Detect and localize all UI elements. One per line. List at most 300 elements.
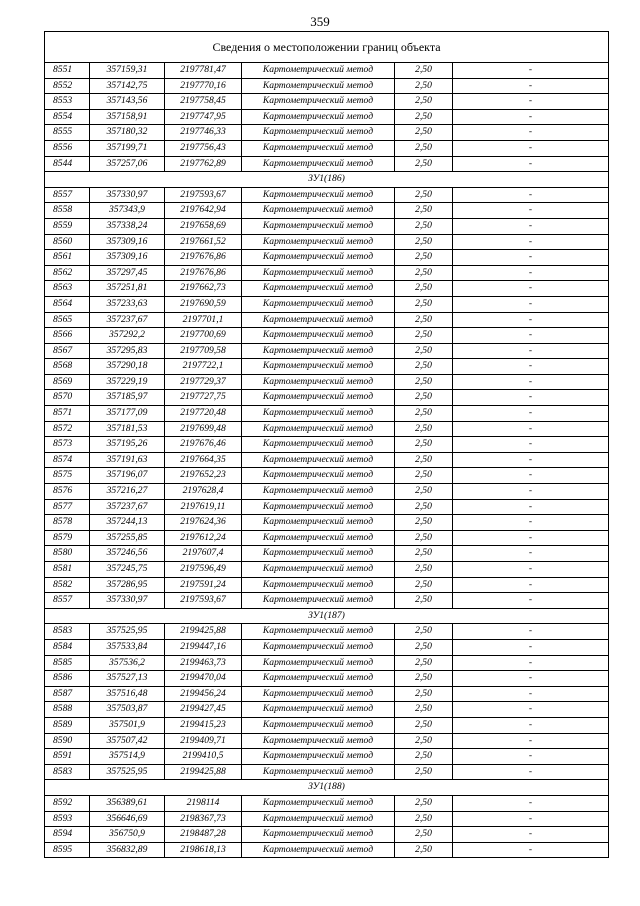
point-number-cell: 8567 [45,343,90,359]
coord-y-cell: 2199463,73 [165,655,242,671]
note-cell: - [453,406,609,422]
coord-x-cell: 357229,19 [90,374,165,390]
coord-y-cell: 2199409,71 [165,733,242,749]
table-row [45,827,609,843]
point-number-cell: 8558 [45,203,90,219]
table-row [45,359,609,375]
accuracy-cell: 2,50 [395,764,453,780]
table-row [45,265,609,281]
note-cell: - [453,452,609,468]
coord-x-cell: 357257,06 [90,156,165,172]
note-cell: - [453,390,609,406]
point-number-cell: 8579 [45,530,90,546]
table-row [45,203,609,219]
point-number-cell: 8555 [45,125,90,141]
coord-x-cell: 357525,95 [90,624,165,640]
note-cell: - [453,312,609,328]
coord-x-cell: 357516,48 [90,686,165,702]
coord-x-cell: 357297,45 [90,265,165,281]
coord-x-cell: 357343,9 [90,203,165,219]
table-row [45,717,609,733]
note-cell: - [453,593,609,609]
accuracy-cell: 2,50 [395,406,453,422]
note-cell: - [453,140,609,156]
note-cell: - [453,374,609,390]
coord-x-cell: 357142,75 [90,78,165,94]
note-cell: - [453,250,609,266]
table-row [45,562,609,578]
accuracy-cell: 2,50 [395,624,453,640]
coord-x-cell: 357199,71 [90,140,165,156]
coord-x-cell: 357295,83 [90,343,165,359]
table-body [45,32,609,858]
method-cell: Картометрический метод [242,484,395,500]
coord-y-cell: 2197758,45 [165,94,242,110]
method-cell: Картометрический метод [242,374,395,390]
coord-x-cell: 357309,16 [90,234,165,250]
accuracy-cell: 2,50 [395,234,453,250]
method-cell: Картометрический метод [242,250,395,266]
accuracy-cell: 2,50 [395,562,453,578]
table-row [45,811,609,827]
point-number-cell: 8575 [45,468,90,484]
note-cell: - [453,546,609,562]
section-heading-row [45,780,609,796]
accuracy-cell: 2,50 [395,359,453,375]
coord-x-cell: 357286,95 [90,577,165,593]
coord-y-cell: 2198367,73 [165,811,242,827]
method-cell: Картометрический метод [242,686,395,702]
note-cell: - [453,234,609,250]
point-number-cell: 8578 [45,515,90,531]
coord-x-cell: 357533,84 [90,639,165,655]
note-cell: - [453,203,609,219]
note-cell: - [453,499,609,515]
accuracy-cell: 2,50 [395,63,453,79]
accuracy-cell: 2,50 [395,593,453,609]
table-row [45,390,609,406]
method-cell: Картометрический метод [242,234,395,250]
accuracy-cell: 2,50 [395,827,453,843]
method-cell: Картометрический метод [242,203,395,219]
note-cell: - [453,811,609,827]
method-cell: Картометрический метод [242,749,395,765]
accuracy-cell: 2,50 [395,842,453,858]
point-number-cell: 8557 [45,187,90,203]
method-cell: Картометрический метод [242,593,395,609]
point-number-cell: 8595 [45,842,90,858]
accuracy-cell: 2,50 [395,452,453,468]
coord-y-cell: 2197720,48 [165,406,242,422]
coord-y-cell: 2197596,49 [165,562,242,578]
coord-y-cell: 2198487,28 [165,827,242,843]
section-heading: ЗУ1(186) [45,172,609,188]
point-number-cell: 8562 [45,265,90,281]
method-cell: Картометрический метод [242,452,395,468]
coord-x-cell: 357525,95 [90,764,165,780]
coord-x-cell: 357246,56 [90,546,165,562]
accuracy-cell: 2,50 [395,499,453,515]
table-row [45,343,609,359]
section-heading-row [45,172,609,188]
method-cell: Картометрический метод [242,499,395,515]
accuracy-cell: 2,50 [395,218,453,234]
table-row [45,437,609,453]
coord-y-cell: 2197701,1 [165,312,242,328]
note-cell: - [453,296,609,312]
method-cell: Картометрический метод [242,312,395,328]
coord-x-cell: 357216,27 [90,484,165,500]
point-number-cell: 8592 [45,795,90,811]
method-cell: Картометрический метод [242,63,395,79]
coord-y-cell: 2197709,58 [165,343,242,359]
coord-y-cell: 2197662,73 [165,281,242,297]
method-cell: Картометрический метод [242,827,395,843]
method-cell: Картометрический метод [242,795,395,811]
method-cell: Картометрический метод [242,140,395,156]
method-cell: Картометрический метод [242,187,395,203]
coord-y-cell: 2197727,75 [165,390,242,406]
accuracy-cell: 2,50 [395,374,453,390]
method-cell: Картометрический метод [242,717,395,733]
coord-x-cell: 357181,53 [90,421,165,437]
point-number-cell: 8572 [45,421,90,437]
accuracy-cell: 2,50 [395,484,453,500]
coord-x-cell: 357251,81 [90,281,165,297]
coord-y-cell: 2197729,37 [165,374,242,390]
coord-x-cell: 356750,9 [90,827,165,843]
point-number-cell: 8559 [45,218,90,234]
coord-y-cell: 2199470,04 [165,671,242,687]
accuracy-cell: 2,50 [395,78,453,94]
method-cell: Картометрический метод [242,265,395,281]
table-row [45,577,609,593]
coord-x-cell: 357196,07 [90,468,165,484]
coord-y-cell: 2199415,23 [165,717,242,733]
coord-x-cell: 357159,31 [90,63,165,79]
accuracy-cell: 2,50 [395,390,453,406]
table-row [45,484,609,500]
point-number-cell: 8583 [45,624,90,640]
coord-y-cell: 2197628,4 [165,484,242,500]
note-cell: - [453,624,609,640]
table-row [45,468,609,484]
point-number-cell: 8580 [45,546,90,562]
method-cell: Картометрический метод [242,733,395,749]
coord-x-cell: 357290,18 [90,359,165,375]
note-cell: - [453,265,609,281]
method-cell: Картометрический метод [242,437,395,453]
note-cell: - [453,343,609,359]
note-cell: - [453,218,609,234]
note-cell: - [453,639,609,655]
coord-x-cell: 357255,85 [90,530,165,546]
table-row [45,530,609,546]
method-cell: Картометрический метод [242,702,395,718]
accuracy-cell: 2,50 [395,250,453,266]
accuracy-cell: 2,50 [395,717,453,733]
coord-x-cell: 357177,09 [90,406,165,422]
method-cell: Картометрический метод [242,94,395,110]
point-number-cell: 8557 [45,593,90,609]
coord-y-cell: 2197661,52 [165,234,242,250]
method-cell: Картометрический метод [242,655,395,671]
method-cell: Картометрический метод [242,546,395,562]
point-number-cell: 8561 [45,250,90,266]
note-cell: - [453,437,609,453]
note-cell: - [453,733,609,749]
section-heading-row [45,608,609,624]
method-cell: Картометрический метод [242,281,395,297]
note-cell: - [453,686,609,702]
point-number-cell: 8587 [45,686,90,702]
coord-y-cell: 2197624,36 [165,515,242,531]
note-cell: - [453,577,609,593]
coord-y-cell: 2198618,13 [165,842,242,858]
point-number-cell: 8568 [45,359,90,375]
accuracy-cell: 2,50 [395,281,453,297]
coord-y-cell: 2197607,4 [165,546,242,562]
note-cell: - [453,468,609,484]
note-cell: - [453,749,609,765]
note-cell: - [453,764,609,780]
point-number-cell: 8573 [45,437,90,453]
point-number-cell: 8583 [45,764,90,780]
point-number-cell: 8564 [45,296,90,312]
coord-y-cell: 2197676,86 [165,250,242,266]
point-number-cell: 8576 [45,484,90,500]
boundary-coordinates-table [44,31,609,858]
method-cell: Картометрический метод [242,577,395,593]
accuracy-cell: 2,50 [395,312,453,328]
accuracy-cell: 2,50 [395,265,453,281]
coord-x-cell: 357143,56 [90,94,165,110]
note-cell: - [453,63,609,79]
coord-y-cell: 2197770,16 [165,78,242,94]
table-row [45,234,609,250]
point-number-cell: 8551 [45,63,90,79]
method-cell: Картометрический метод [242,842,395,858]
coord-y-cell: 2198114 [165,795,242,811]
coord-y-cell: 2197676,86 [165,265,242,281]
point-number-cell: 8556 [45,140,90,156]
table-row [45,421,609,437]
method-cell: Картометрический метод [242,624,395,640]
accuracy-cell: 2,50 [395,655,453,671]
method-cell: Картометрический метод [242,328,395,344]
note-cell: - [453,827,609,843]
coord-y-cell: 2197722,1 [165,359,242,375]
accuracy-cell: 2,50 [395,109,453,125]
method-cell: Картометрический метод [242,296,395,312]
point-number-cell: 8569 [45,374,90,390]
table-row [45,686,609,702]
coord-y-cell: 2199456,24 [165,686,242,702]
point-number-cell: 8582 [45,577,90,593]
method-cell: Картометрический метод [242,811,395,827]
point-number-cell: 8554 [45,109,90,125]
point-number-cell: 8585 [45,655,90,671]
accuracy-cell: 2,50 [395,94,453,110]
table-row [45,593,609,609]
coord-y-cell: 2197700,69 [165,328,242,344]
accuracy-cell: 2,50 [395,795,453,811]
table-row [45,187,609,203]
method-cell: Картометрический метод [242,343,395,359]
accuracy-cell: 2,50 [395,702,453,718]
coord-x-cell: 357536,2 [90,655,165,671]
table-row [45,281,609,297]
accuracy-cell: 2,50 [395,733,453,749]
table-row [45,218,609,234]
coord-x-cell: 357338,24 [90,218,165,234]
accuracy-cell: 2,50 [395,140,453,156]
coord-y-cell: 2197619,11 [165,499,242,515]
point-number-cell: 8591 [45,749,90,765]
point-number-cell: 8574 [45,452,90,468]
accuracy-cell: 2,50 [395,343,453,359]
note-cell: - [453,421,609,437]
point-number-cell: 8588 [45,702,90,718]
accuracy-cell: 2,50 [395,421,453,437]
note-cell: - [453,842,609,858]
method-cell: Картометрический метод [242,421,395,437]
coord-x-cell: 357292,2 [90,328,165,344]
table-row [45,764,609,780]
page-number: 359 [310,14,330,29]
accuracy-cell: 2,50 [395,530,453,546]
table-row [45,671,609,687]
point-number-cell: 8590 [45,733,90,749]
coord-x-cell: 357158,91 [90,109,165,125]
coord-x-cell: 357503,87 [90,702,165,718]
method-cell: Картометрический метод [242,78,395,94]
coord-x-cell: 356646,69 [90,811,165,827]
coord-x-cell: 357527,13 [90,671,165,687]
accuracy-cell: 2,50 [395,187,453,203]
method-cell: Картометрический метод [242,125,395,141]
table-row [45,749,609,765]
coord-y-cell: 2197658,69 [165,218,242,234]
note-cell: - [453,717,609,733]
point-number-cell: 8577 [45,499,90,515]
coord-x-cell: 357507,42 [90,733,165,749]
method-cell: Картометрический метод [242,515,395,531]
coord-y-cell: 2197781,47 [165,63,242,79]
point-number-cell: 8593 [45,811,90,827]
accuracy-cell: 2,50 [395,296,453,312]
accuracy-cell: 2,50 [395,811,453,827]
table-row [45,78,609,94]
coord-y-cell: 2197699,48 [165,421,242,437]
table-row [45,842,609,858]
method-cell: Картометрический метод [242,530,395,546]
coord-x-cell: 357244,13 [90,515,165,531]
table-row [45,109,609,125]
note-cell: - [453,795,609,811]
note-cell: - [453,515,609,531]
coord-y-cell: 2197747,95 [165,109,242,125]
table-row [45,624,609,640]
coord-y-cell: 2199425,88 [165,624,242,640]
table-row [45,515,609,531]
accuracy-cell: 2,50 [395,546,453,562]
table-row [45,94,609,110]
table-row [45,546,609,562]
table-row [45,452,609,468]
method-cell: Картометрический метод [242,390,395,406]
accuracy-cell: 2,50 [395,515,453,531]
coord-y-cell: 2197642,94 [165,203,242,219]
note-cell: - [453,281,609,297]
note-cell: - [453,156,609,172]
coord-y-cell: 2199447,16 [165,639,242,655]
point-number-cell: 8566 [45,328,90,344]
coord-y-cell: 2197591,24 [165,577,242,593]
accuracy-cell: 2,50 [395,671,453,687]
coord-y-cell: 2199425,88 [165,764,242,780]
note-cell: - [453,484,609,500]
method-cell: Картометрический метод [242,562,395,578]
note-cell: - [453,671,609,687]
point-number-cell: 8571 [45,406,90,422]
point-number-cell: 8589 [45,717,90,733]
coord-y-cell: 2197690,59 [165,296,242,312]
table-row [45,499,609,515]
point-number-cell: 8552 [45,78,90,94]
coord-y-cell: 2197762,89 [165,156,242,172]
method-cell: Картометрический метод [242,764,395,780]
coord-x-cell: 357233,63 [90,296,165,312]
coord-x-cell: 357185,97 [90,390,165,406]
note-cell: - [453,530,609,546]
accuracy-cell: 2,50 [395,437,453,453]
method-cell: Картометрический метод [242,671,395,687]
note-cell: - [453,328,609,344]
table-row [45,312,609,328]
coord-x-cell: 357191,63 [90,452,165,468]
note-cell: - [453,125,609,141]
accuracy-cell: 2,50 [395,686,453,702]
table-row [45,125,609,141]
coord-y-cell: 2197664,35 [165,452,242,468]
coord-y-cell: 2197746,33 [165,125,242,141]
coord-x-cell: 357501,9 [90,717,165,733]
table-row [45,733,609,749]
note-cell: - [453,702,609,718]
note-cell: - [453,359,609,375]
table-row [45,296,609,312]
accuracy-cell: 2,50 [395,328,453,344]
point-number-cell: 8586 [45,671,90,687]
coord-y-cell: 2197756,43 [165,140,242,156]
point-number-cell: 8581 [45,562,90,578]
table-title-row [45,32,609,63]
table-row [45,655,609,671]
point-number-cell: 8544 [45,156,90,172]
coord-y-cell: 2197612,24 [165,530,242,546]
note-cell: - [453,94,609,110]
point-number-cell: 8565 [45,312,90,328]
note-cell: - [453,78,609,94]
coord-x-cell: 357245,75 [90,562,165,578]
note-cell: - [453,109,609,125]
note-cell: - [453,562,609,578]
coord-y-cell: 2199427,45 [165,702,242,718]
coord-y-cell: 2197676,46 [165,437,242,453]
coord-x-cell: 357237,67 [90,499,165,515]
method-cell: Картометрический метод [242,109,395,125]
